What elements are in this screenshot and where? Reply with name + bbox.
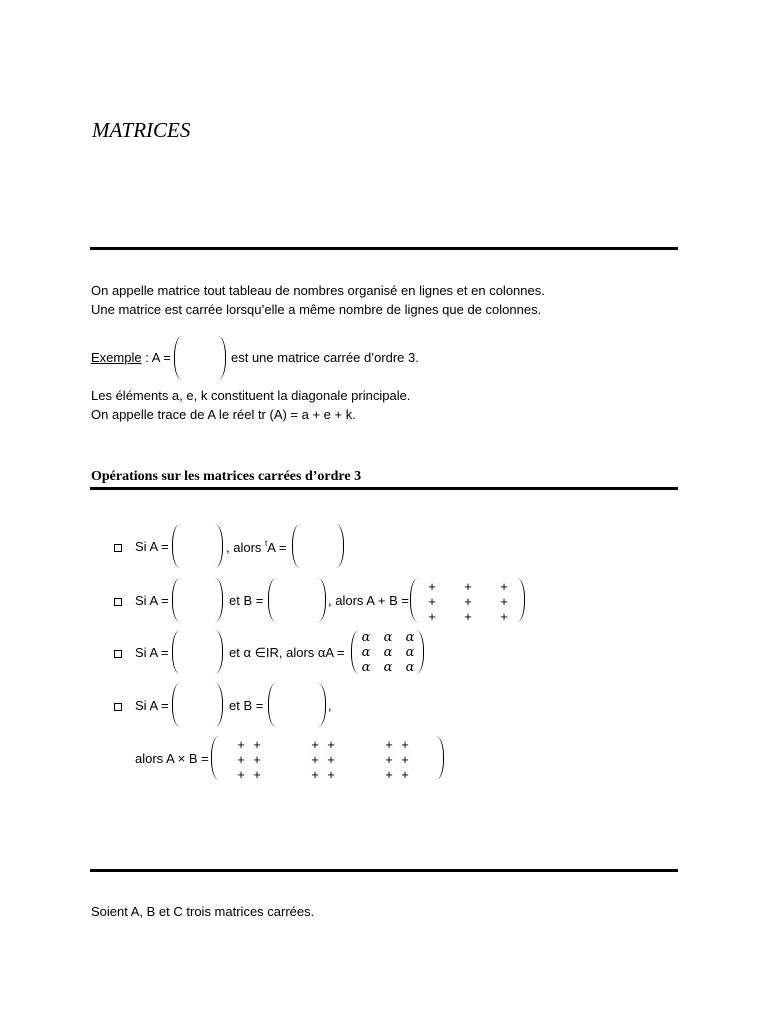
product-cell: + <box>311 752 319 767</box>
diag-line-2: On appelle trace de A le réel tr (A) = a + e + k. <box>91 407 356 422</box>
sum-cell: + <box>464 594 472 609</box>
product-cell: + <box>237 767 245 782</box>
matrix-bracket-left <box>174 336 182 380</box>
matrix-bracket-left <box>292 524 300 568</box>
op1-aeq: A = <box>267 540 287 555</box>
sum-cell: + <box>428 579 436 594</box>
scalar-cell: α <box>361 645 371 660</box>
sum-matrix <box>424 579 512 624</box>
op1-alors <box>226 539 286 555</box>
matrix-bracket-right <box>215 630 223 674</box>
scalar-cell: α <box>383 645 393 660</box>
op1-alors-text: , alors <box>226 540 266 555</box>
section-title: Opérations sur les matrices carrées d’ordre 3 <box>91 469 362 484</box>
sum-cell: + <box>500 579 508 594</box>
product-cell: + <box>311 767 319 782</box>
product-cell: + <box>327 767 335 782</box>
product-cell: + <box>385 767 393 782</box>
matrix-bracket-left <box>211 736 219 780</box>
matrix-bracket-left <box>172 578 180 622</box>
matrix-bracket-left <box>268 683 276 727</box>
matrix-bracket-right <box>215 683 223 727</box>
product-cell: + <box>401 737 409 752</box>
product-cell: + <box>237 737 245 752</box>
bullet-icon <box>114 544 122 552</box>
op4-comma: , <box>328 698 332 713</box>
product-cell: + <box>327 737 335 752</box>
diag-line-1: Les éléments a, e, k constituent la diagonale principale. <box>91 388 411 403</box>
product-cell: + <box>311 737 319 752</box>
op2-alors: , alors A + B = <box>328 593 409 608</box>
bullet-icon <box>114 598 122 606</box>
example-rhs: est une matrice carrée d’ordre 3. <box>231 350 419 365</box>
sum-cell: + <box>500 594 508 609</box>
op2-si: Si A = <box>135 593 169 608</box>
scalar-cell: α <box>405 660 415 675</box>
transpose-sup: t <box>265 539 268 548</box>
matrix-bracket-right <box>218 336 226 380</box>
matrix-bracket-right <box>215 578 223 622</box>
op4-si: Si A = <box>135 698 169 713</box>
sum-cell: + <box>428 609 436 624</box>
scalar-cell: α <box>405 630 415 645</box>
op4-alors: alors A × B = <box>135 751 209 766</box>
page-title: MATRICES <box>92 118 191 142</box>
matrix-bracket-right <box>318 683 326 727</box>
matrix-bracket-right <box>215 524 223 568</box>
scalar-cell: α <box>361 630 371 645</box>
footer-text: Soient A, B et C trois matrices carrées. <box>91 904 315 919</box>
matrix-bracket-left <box>172 630 180 674</box>
sum-cell: + <box>500 609 508 624</box>
scalar-cell: α <box>383 660 393 675</box>
product-cell: + <box>401 752 409 767</box>
top-divider <box>90 247 678 250</box>
section-divider <box>90 487 678 490</box>
op2-et: et B = <box>229 593 264 608</box>
sum-cell: + <box>464 609 472 624</box>
product-cell: + <box>253 767 261 782</box>
scalar-cell: α <box>405 645 415 660</box>
scalar-cell: α <box>383 630 393 645</box>
op4-et: et B = <box>229 698 264 713</box>
intro-line-2: Une matrice est carrée lorsqu’elle a même nombre de lignes que de colonnes. <box>91 302 542 317</box>
bullet-icon <box>114 703 122 711</box>
matrix-bracket-left <box>410 578 418 622</box>
product-cell: + <box>237 752 245 767</box>
product-cell: + <box>385 737 393 752</box>
product-cell: + <box>401 767 409 782</box>
op3-et: et α ∈IR, alors αA = <box>229 645 345 660</box>
matrix-bracket-right <box>436 736 444 780</box>
example-lhs <box>91 350 171 365</box>
sum-cell: + <box>464 579 472 594</box>
op3-si: Si A = <box>135 645 169 660</box>
scalar-matrix <box>358 630 418 675</box>
product-cell: + <box>327 752 335 767</box>
bottom-divider <box>90 869 678 872</box>
matrix-bracket-left <box>172 683 180 727</box>
matrix-bracket-right <box>517 578 525 622</box>
bullet-icon <box>114 650 122 658</box>
product-cell: + <box>385 752 393 767</box>
matrix-bracket-right <box>336 524 344 568</box>
sum-cell: + <box>428 594 436 609</box>
example-label: Exemple <box>91 350 142 365</box>
product-cell: + <box>253 737 261 752</box>
matrix-bracket-right <box>318 578 326 622</box>
example-eq: : A = <box>141 350 171 365</box>
op1-si: Si A = <box>135 539 169 554</box>
matrix-bracket-left <box>172 524 180 568</box>
product-cell: + <box>253 752 261 767</box>
product-matrix <box>233 737 413 782</box>
scalar-cell: α <box>361 660 371 675</box>
intro-line-1: On appelle matrice tout tableau de nombres organisé en lignes et en colonnes. <box>91 283 545 298</box>
matrix-bracket-left <box>268 578 276 622</box>
